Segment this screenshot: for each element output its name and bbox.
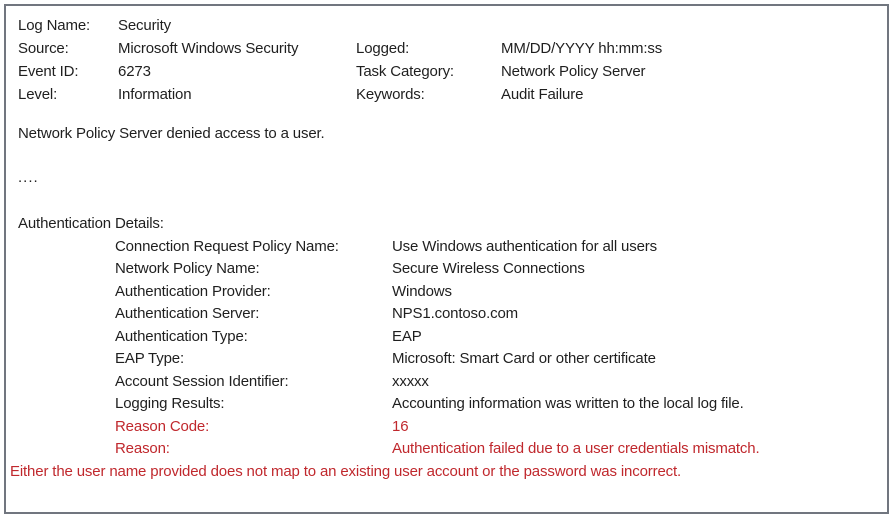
detail-label: Authentication Server: <box>115 305 260 322</box>
event-id-value: 6273 <box>118 63 151 80</box>
authentication-details-list <box>18 236 877 461</box>
log-name-value: Security <box>118 17 171 34</box>
detail-row-connection-request-policy <box>115 236 877 259</box>
event-log-panel <box>4 4 889 514</box>
reason-code-label: Reason Code: <box>115 417 210 435</box>
ellipsis-placeholder: .... <box>18 168 39 186</box>
header-spacer <box>356 14 501 37</box>
detail-row-reason <box>115 438 877 461</box>
reason-label: Reason: <box>115 440 170 457</box>
source-label: Source: <box>18 40 69 57</box>
detail-value: NPS1.contoso.com <box>392 305 518 322</box>
detail-row-authentication-type <box>115 326 877 349</box>
level-label: Level: <box>18 86 58 103</box>
reason-detail-note: Either the user name provided does not map to an existing user account or the password was incorrect. <box>10 462 682 480</box>
header-spacer <box>501 14 877 37</box>
authentication-details-heading: Authentication Details: <box>18 215 164 232</box>
reason-value: Authentication failed due to a user credentials mismatch. <box>392 440 760 457</box>
source-value: Microsoft Windows Security <box>118 40 299 57</box>
detail-label: Connection Request Policy Name: <box>115 237 339 255</box>
keywords-value: Audit Failure <box>501 86 584 103</box>
level-value: Information <box>118 86 192 103</box>
event-header-row-source-logged <box>18 37 877 60</box>
detail-row-account-session-identifier <box>115 371 877 394</box>
detail-label: EAP Type: <box>115 350 184 367</box>
event-header-row-level-keywords <box>18 83 877 106</box>
logged-value: MM/DD/YYYY hh:mm:ss <box>501 40 663 57</box>
log-name-label: Log Name: <box>18 17 91 34</box>
detail-value: Accounting information was written to the local log file. <box>392 395 744 412</box>
detail-row-network-policy-name <box>115 258 877 281</box>
detail-value: Use Windows authentication for all users <box>392 237 657 255</box>
detail-row-eap-type <box>115 348 877 371</box>
detail-label: Logging Results: <box>115 395 225 412</box>
detail-value: EAP <box>392 327 422 345</box>
detail-value: Secure Wireless Connections <box>392 260 585 277</box>
detail-label: Network Policy Name: <box>115 260 260 277</box>
detail-value: xxxxx <box>392 372 429 390</box>
detail-value: Windows <box>392 282 452 300</box>
detail-value: Microsoft: Smart Card or other certificate <box>392 350 656 367</box>
task-category-label: Task Category: <box>356 63 454 80</box>
event-header-row-eventid-taskcategory <box>18 60 877 83</box>
detail-row-authentication-provider <box>115 281 877 304</box>
reason-code-value: 16 <box>392 417 409 435</box>
event-header <box>18 14 877 106</box>
keywords-label: Keywords: <box>356 86 425 103</box>
detail-row-logging-results <box>115 393 877 416</box>
detail-row-reason-code <box>115 416 877 439</box>
detail-label: Authentication Provider: <box>115 282 271 300</box>
detail-label: Account Session Identifier: <box>115 372 289 390</box>
event-description: Network Policy Server denied access to a user. <box>18 125 325 142</box>
detail-row-authentication-server <box>115 303 877 326</box>
event-header-row-log-name <box>18 14 877 37</box>
detail-label: Authentication Type: <box>115 327 248 345</box>
event-id-label: Event ID: <box>18 63 79 80</box>
task-category-value: Network Policy Server <box>501 63 646 80</box>
logged-label: Logged: <box>356 40 410 57</box>
